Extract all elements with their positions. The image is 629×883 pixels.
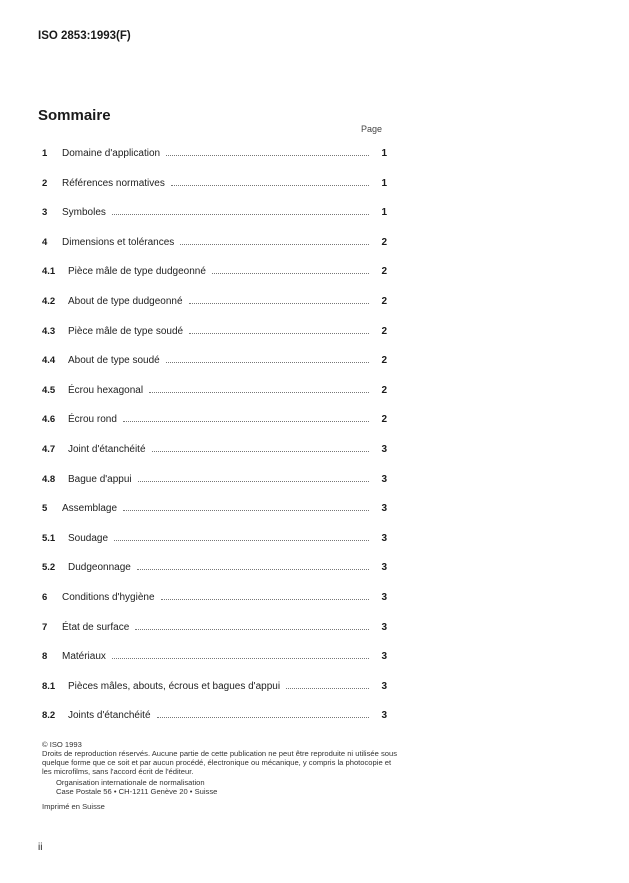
toc-entry-number: 6 xyxy=(42,592,48,603)
toc-entry-label: Joint d'étanchéité xyxy=(68,444,146,455)
toc-entry[interactable] xyxy=(42,263,387,277)
toc-entry-page: 2 xyxy=(381,237,387,248)
dot-leader xyxy=(161,598,369,600)
toc-entry-label: État de surface xyxy=(62,622,130,633)
page-column-label: Page xyxy=(361,124,383,134)
dot-leader xyxy=(149,391,369,393)
toc-entry-number: 1 xyxy=(42,148,48,159)
toc-entry-page: 3 xyxy=(381,533,387,544)
dot-leader xyxy=(286,687,369,689)
toc-entry[interactable] xyxy=(42,234,387,248)
toc-entry-label: Pièce mâle de type dudgeonné xyxy=(68,266,206,277)
toc-entry-number: 8.1 xyxy=(42,681,56,692)
toc-entry-page: 3 xyxy=(381,474,387,485)
toc-entry-number: 4.8 xyxy=(42,474,56,485)
dot-leader xyxy=(123,509,369,511)
organization-address: Case Postale 56 • CH-1211 Genève 20 • Suisse xyxy=(56,787,218,796)
toc-entry-page: 3 xyxy=(381,681,387,692)
toc-entry-number: 7 xyxy=(42,622,48,633)
toc-entry-label: Soudage xyxy=(68,533,109,544)
toc-entry[interactable] xyxy=(42,559,387,573)
toc-entry-number: 4.2 xyxy=(42,296,56,307)
toc-entry-page: 3 xyxy=(381,503,387,514)
toc-entry[interactable] xyxy=(42,530,387,544)
dot-leader xyxy=(112,213,369,215)
toc-entry[interactable] xyxy=(42,352,387,366)
toc-entry-number: 4 xyxy=(42,237,48,248)
toc-entry-page: 3 xyxy=(381,592,387,603)
toc-entry-label: Bague d'appui xyxy=(68,474,132,485)
toc-entry-page: 2 xyxy=(381,296,387,307)
page-number: ii xyxy=(38,842,43,853)
toc-entry[interactable] xyxy=(42,411,387,425)
toc-entry-page: 2 xyxy=(381,355,387,366)
toc-entry-label: Pièces mâles, abouts, écrous et bagues d'appui xyxy=(68,681,281,692)
toc-entry-page: 3 xyxy=(381,622,387,633)
toc-entry[interactable] xyxy=(42,145,387,159)
dot-leader xyxy=(138,480,369,482)
dot-leader xyxy=(157,716,369,718)
copyright-line: © ISO 1993 xyxy=(42,740,82,749)
toc-entry-label: Matériaux xyxy=(62,651,106,662)
toc-entry-label: Conditions d'hygiène xyxy=(62,592,155,603)
toc-entry-number: 5.1 xyxy=(42,533,56,544)
toc-entry-label: Domaine d'application xyxy=(62,148,161,159)
toc-entry[interactable] xyxy=(42,707,387,721)
toc-entry[interactable] xyxy=(42,323,387,337)
toc-entry-label: Pièce mâle de type soudé xyxy=(68,326,184,337)
dot-leader xyxy=(189,302,369,304)
page-title: Sommaire xyxy=(38,107,111,124)
toc-entry-number: 4.6 xyxy=(42,414,56,425)
toc-entry-page: 3 xyxy=(381,710,387,721)
printed-in: Imprimé en Suisse xyxy=(42,802,105,811)
dot-leader xyxy=(180,243,369,245)
toc-entry-label: Écrou rond xyxy=(68,414,117,425)
toc-entry-label: Dimensions et tolérances xyxy=(62,237,175,248)
toc-entry[interactable] xyxy=(42,619,387,633)
rights-text: Droits de reproduction réservés. Aucune partie de cette publication ne peut être reproduite ni utilisée sous quelque forme que ce soit et par aucun procédé, électronique ou mécanique, y compris la photocopie et les microfilms, sans l'accord écrit de l'éditeur. xyxy=(42,749,398,776)
document-header: ISO 2853:1993(F) xyxy=(38,30,131,42)
toc-entry-label: Références normatives xyxy=(62,178,165,189)
toc-entry[interactable] xyxy=(42,500,387,514)
toc-entry-page: 2 xyxy=(381,266,387,277)
toc-entry[interactable] xyxy=(42,471,387,485)
toc-entry-number: 4.4 xyxy=(42,355,56,366)
toc-entry-label: Joints d'étanchéité xyxy=(68,710,151,721)
dot-leader xyxy=(189,332,369,334)
toc-entry-page: 1 xyxy=(381,178,387,189)
dot-leader xyxy=(112,657,369,659)
toc-entry-number: 5.2 xyxy=(42,562,56,573)
toc-entry-page: 2 xyxy=(381,414,387,425)
organization-name: Organisation internationale de normalisation xyxy=(56,778,205,787)
dot-leader xyxy=(123,420,369,422)
toc-entry[interactable] xyxy=(42,175,387,189)
toc-entry-number: 8.2 xyxy=(42,710,56,721)
toc-entry[interactable] xyxy=(42,678,387,692)
toc-entry-page: 2 xyxy=(381,326,387,337)
toc-entry-page: 3 xyxy=(381,444,387,455)
toc-entry-label: About de type soudé xyxy=(68,355,160,366)
toc-entry-number: 2 xyxy=(42,178,48,189)
toc-entry-number: 4.5 xyxy=(42,385,56,396)
dot-leader xyxy=(212,272,369,274)
toc-entry-number: 3 xyxy=(42,207,48,218)
toc-entry-label: Dudgeonnage xyxy=(68,562,131,573)
toc-entry-number: 5 xyxy=(42,503,48,514)
dot-leader xyxy=(114,539,369,541)
dot-leader xyxy=(152,450,369,452)
toc-entry[interactable] xyxy=(42,589,387,603)
dot-leader xyxy=(135,628,369,630)
toc-entry-label: Écrou hexagonal xyxy=(68,385,144,396)
toc-entry-number: 8 xyxy=(42,651,48,662)
dot-leader xyxy=(137,568,369,570)
toc-entry[interactable] xyxy=(42,441,387,455)
dot-leader xyxy=(166,361,369,363)
dot-leader xyxy=(166,154,369,156)
toc-entry-number: 4.7 xyxy=(42,444,56,455)
toc-entry-page: 1 xyxy=(381,148,387,159)
toc-entry-label: About de type dudgeonné xyxy=(68,296,183,307)
toc-entry[interactable] xyxy=(42,648,387,662)
toc-entry-number: 4.3 xyxy=(42,326,56,337)
toc-entry-page: 3 xyxy=(381,651,387,662)
toc-entry-number: 4.1 xyxy=(42,266,56,277)
toc-entry-page: 1 xyxy=(381,207,387,218)
copyright-notice xyxy=(42,740,402,811)
toc-entry[interactable] xyxy=(42,382,387,396)
toc-entry[interactable] xyxy=(42,293,387,307)
toc-entry[interactable] xyxy=(42,204,387,218)
toc-entry-label: Assemblage xyxy=(62,503,118,514)
toc-entry-page: 3 xyxy=(381,562,387,573)
toc-entry-page: 2 xyxy=(381,385,387,396)
dot-leader xyxy=(171,184,369,186)
toc-entry-label: Symboles xyxy=(62,207,106,218)
